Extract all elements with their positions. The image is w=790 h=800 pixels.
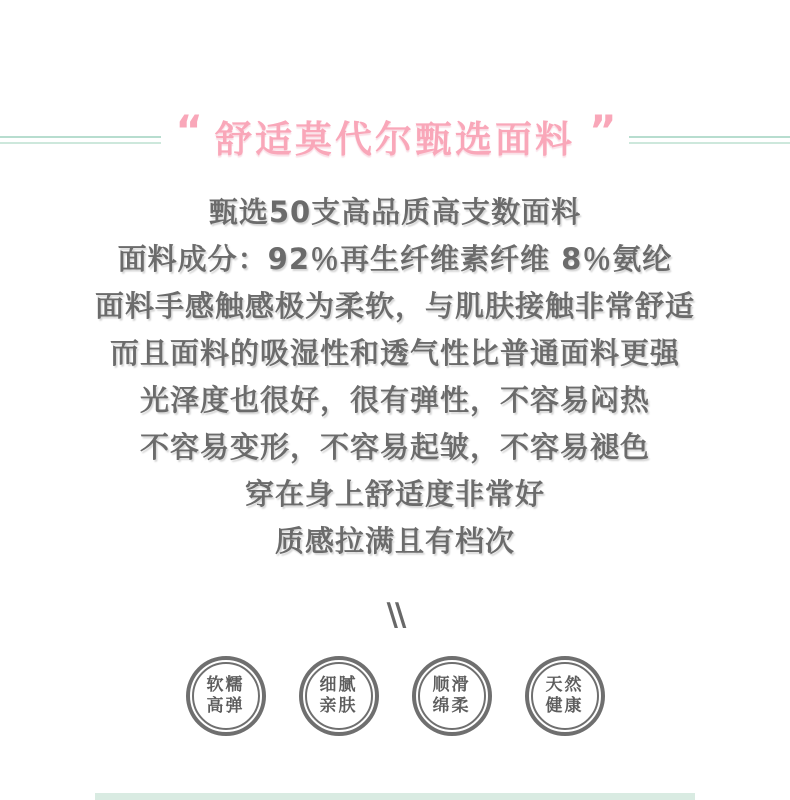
open-quote-mark: “ — [175, 106, 201, 156]
feature-badges-row — [0, 656, 790, 736]
description-line: 面料成分：92％再生纤维素纤维 8％氨纶 — [117, 242, 673, 277]
badge-label-line2: 健康 — [545, 696, 584, 717]
right-decorative-rule — [629, 136, 790, 144]
badge-label-line1: 软糯 — [206, 675, 245, 696]
badge-label — [546, 675, 584, 717]
badge-label-line1: 细腻 — [319, 675, 358, 696]
badge-label-line2: 绵柔 — [432, 696, 471, 717]
close-quote-mark: ” — [589, 106, 615, 156]
section-header — [0, 106, 790, 162]
backslash-divider-mark: \\ — [386, 597, 404, 634]
left-decorative-rule — [0, 136, 161, 144]
feature-badge-smooth-soft — [412, 656, 492, 736]
badge-label — [320, 675, 358, 717]
fabric-description — [0, 195, 790, 574]
badge-label-line2: 高弹 — [206, 696, 245, 717]
description-line: 光泽度也很好，很有弹性，不容易闷热 — [139, 383, 650, 418]
description-line: 甄选50支高品质高支数面料 — [208, 195, 582, 230]
description-line: 不容易变形，不容易起皱，不容易褪色 — [139, 430, 650, 465]
badge-label — [433, 675, 471, 717]
bottom-divider-bar — [95, 793, 695, 800]
description-line: 质感拉满且有档次 — [274, 524, 515, 559]
badge-label-line1: 顺滑 — [432, 675, 471, 696]
section-title: 舒适莫代尔甄选面料 — [215, 118, 575, 161]
badge-label-line2: 亲肤 — [319, 696, 358, 717]
description-line: 穿在身上舒适度非常好 — [244, 477, 545, 512]
feature-badge-fine-skin-friendly — [299, 656, 379, 736]
feature-badge-natural-healthy — [525, 656, 605, 736]
description-line: 面料手感触感极为柔软，与肌肤接触非常舒适 — [94, 289, 695, 324]
badge-label — [207, 675, 245, 717]
feature-badge-soft-elastic — [186, 656, 266, 736]
badge-label-line1: 天然 — [545, 675, 584, 696]
description-line: 而且面料的吸湿性和透气性比普通面料更强 — [109, 336, 680, 371]
